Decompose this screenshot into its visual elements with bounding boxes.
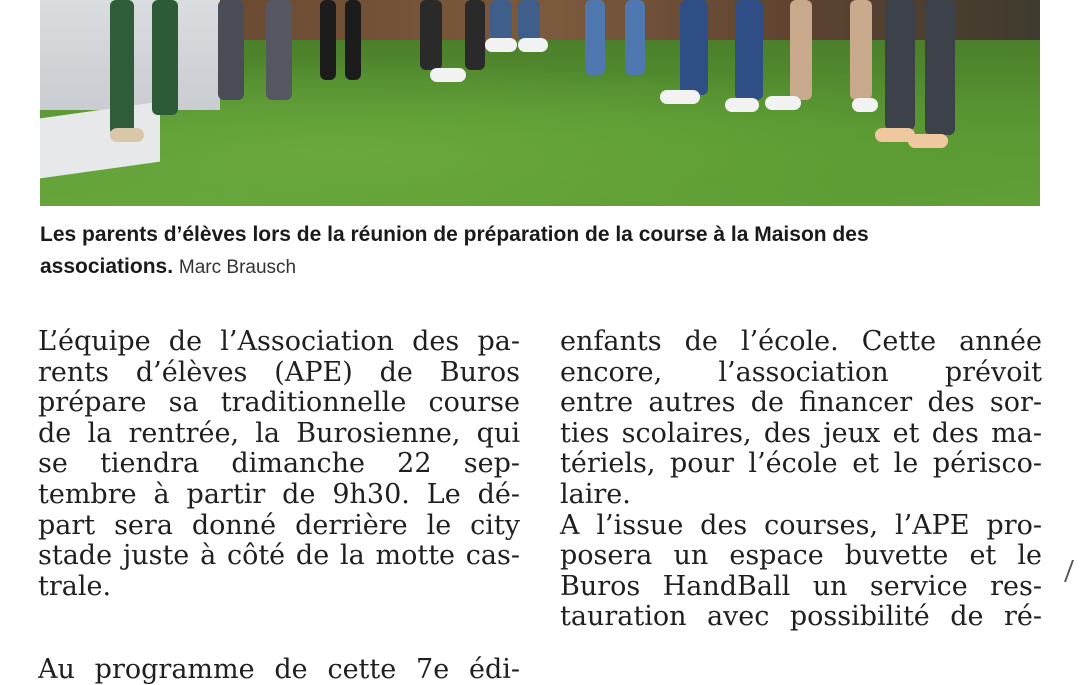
person-leg bbox=[625, 0, 645, 75]
article-line: part sera donné derrière le city bbox=[38, 509, 520, 541]
article-line: A l’issue des courses, l’APE pro- bbox=[560, 509, 1042, 541]
person-shoe bbox=[485, 38, 517, 52]
person-shoe bbox=[110, 128, 144, 142]
article-line: tauration avec possibilité de ré- bbox=[560, 601, 1042, 633]
person-leg bbox=[218, 0, 244, 100]
article-line: tériels, pour l’école et le périsco- bbox=[560, 448, 1042, 480]
person-leg bbox=[152, 0, 178, 115]
person-leg bbox=[518, 0, 540, 40]
person-leg bbox=[345, 0, 361, 80]
person-leg bbox=[420, 0, 442, 70]
page-edge-mark bbox=[1064, 560, 1080, 582]
article-column-right bbox=[560, 327, 1042, 633]
article-line: prépare sa traditionnelle course bbox=[38, 387, 520, 419]
person-leg bbox=[266, 0, 292, 100]
person-shoe bbox=[660, 90, 700, 104]
person-leg bbox=[110, 0, 134, 135]
article-column-left bbox=[38, 327, 520, 602]
article-line-cut bbox=[38, 655, 520, 685]
person-leg bbox=[490, 0, 512, 40]
article-line: ties scolaires, des jeux et des ma- bbox=[560, 417, 1042, 449]
person-shoe bbox=[430, 68, 466, 82]
caption-text-end: associations. bbox=[40, 255, 174, 278]
article-line: laire. bbox=[560, 478, 631, 510]
article-line: entre autres de financer des sor- bbox=[560, 387, 1042, 419]
person-leg bbox=[680, 0, 708, 95]
article-line: enfants de l’école. Cette année bbox=[560, 326, 1042, 357]
person-leg bbox=[320, 0, 336, 80]
article-line: L’équipe de l’Association des pa- bbox=[38, 326, 520, 357]
article-line: rents d’élèves (APE) de Buros bbox=[38, 356, 520, 388]
article-line: tembre à partir de 9h30. Le dé- bbox=[38, 478, 520, 510]
person-leg bbox=[885, 0, 915, 130]
article-line: stade juste à côté de la motte cas- bbox=[38, 540, 520, 572]
caption-text: Les parents d’élèves lors de la réunion de préparation de la course à la Maison des bbox=[40, 223, 869, 246]
article-line: se tiendra dimanche 22 sep- bbox=[38, 448, 520, 480]
person-shoe bbox=[518, 38, 548, 52]
article-line: trale. bbox=[38, 570, 112, 602]
person-leg bbox=[735, 0, 763, 100]
person-leg bbox=[465, 0, 485, 70]
article-line: encore, l’association prévoit bbox=[560, 356, 1042, 388]
person-shoe bbox=[725, 98, 759, 112]
person-leg bbox=[850, 0, 872, 100]
article-line: de la rentrée, la Burosienne, qui bbox=[38, 417, 520, 449]
person-shoe bbox=[908, 134, 948, 148]
article-line: posera un espace buvette et le bbox=[560, 540, 1042, 572]
article-line: Buros HandBall un service res- bbox=[560, 570, 1042, 602]
person-leg bbox=[585, 0, 605, 75]
photo-credit: Marc Brausch bbox=[178, 257, 297, 278]
person-shoe bbox=[852, 98, 878, 112]
article-line: Au programme de cette 7e édi- bbox=[38, 655, 520, 685]
person-leg bbox=[925, 0, 955, 135]
news-photo bbox=[40, 0, 1040, 206]
person-shoe bbox=[765, 96, 801, 110]
photo-caption bbox=[40, 219, 1020, 284]
person-leg bbox=[790, 0, 812, 100]
